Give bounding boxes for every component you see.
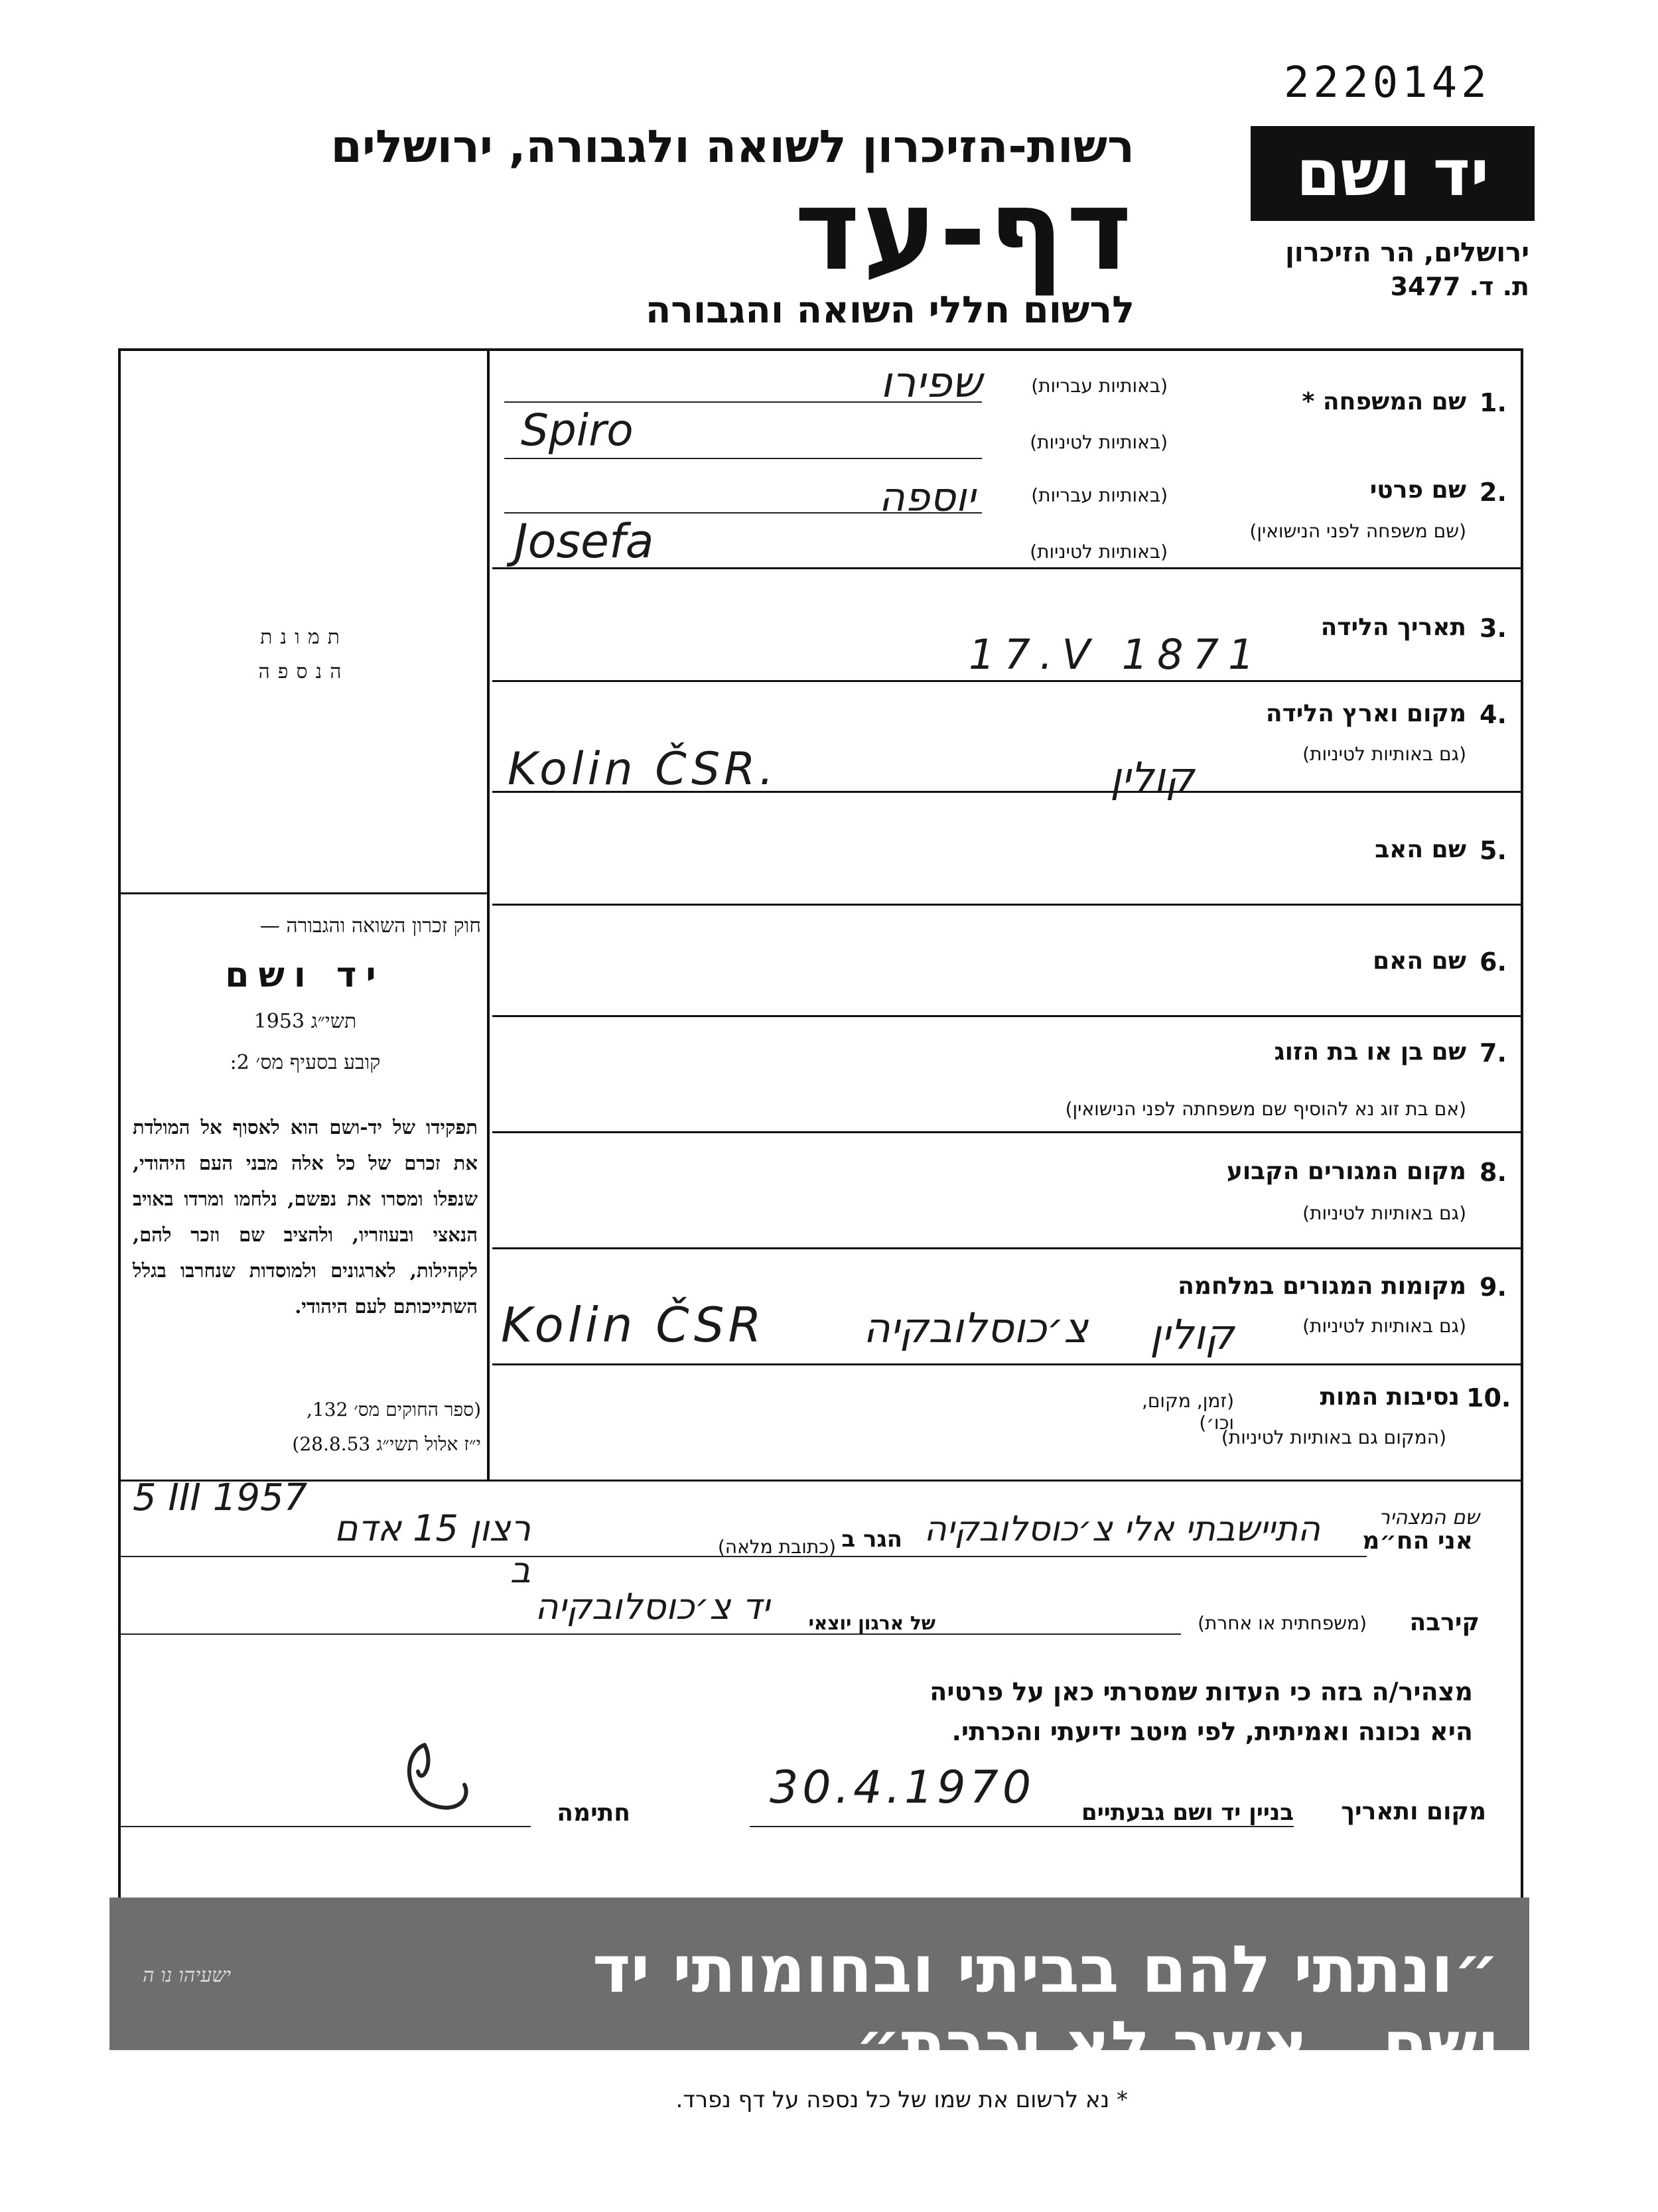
- law-clause: קובע בסעיף מס׳ 2:: [230, 1051, 381, 1074]
- law-source-date: י״ז אלול תשי״ג 28.8.53): [292, 1433, 481, 1455]
- signature-label: חתימה: [557, 1799, 630, 1827]
- field-2-hint-latin: (באותיות לטיניות): [1030, 541, 1168, 563]
- declarant-name-label: שם המצהיר: [1379, 1506, 1480, 1529]
- row-divider: [492, 1015, 1523, 1017]
- row-divider: [492, 1247, 1523, 1249]
- declaration-date-note: 5 III 1957: [133, 1476, 308, 1519]
- signature-mark: [385, 1725, 491, 1831]
- yad-vashem-logo: יד ושם: [1251, 126, 1535, 221]
- field-10-hint-2: (המקום גם באותיות לטיניות): [1221, 1426, 1446, 1448]
- field-4-number: 4.: [1480, 700, 1507, 729]
- field-2-number: 2.: [1480, 478, 1507, 507]
- statement-line-2: היא נכונה ואמיתית, לפי מיטב ידיעתי והכרתי.: [951, 1717, 1473, 1746]
- photo-label-2: הנספה: [258, 660, 350, 683]
- field-1-hint-hebrew: (באותיות עבריות): [1031, 375, 1168, 397]
- field-1-latin-value: Spiro: [521, 405, 634, 456]
- field-9-number: 9.: [1480, 1273, 1507, 1302]
- field-2-maiden-hint: (שם משפחה לפני הנישואין): [1249, 520, 1466, 542]
- declarant-name-value: רצון 15 אדם ב: [334, 1507, 531, 1591]
- field-1-number: 1.: [1480, 388, 1507, 417]
- law-heading: חוק זכרון השואה והגבורה —: [259, 914, 481, 937]
- field-8-label: מקום המגורים הקבוע: [1226, 1158, 1466, 1185]
- place-value: בניין יד ושם גבעתיים: [1081, 1799, 1294, 1826]
- field-4-latin-value: Kolin ČSR.: [508, 743, 778, 795]
- row-divider: [492, 1131, 1523, 1133]
- occupation-hint: (כתובת מלאה): [717, 1536, 836, 1558]
- field-4-label: מקום וארץ הלידה: [1265, 700, 1466, 727]
- row-divider: [492, 680, 1523, 682]
- relation-line: [119, 1633, 1181, 1635]
- statement-line-1: מצהיר/ה בזה כי העדות שמסרתי כאן על פרטיה: [930, 1677, 1473, 1706]
- form-title: דף-עד: [794, 165, 1135, 295]
- place-date-line: [750, 1826, 1294, 1827]
- field-7-hint: (אם בת זוג נא להוסיף שם משפחתה לפני הנישואין): [1065, 1098, 1466, 1120]
- field-1-hint-latin: (באותיות לטיניות): [1030, 431, 1168, 453]
- logo-address: ירושלים, הר הזיכרון: [1285, 238, 1529, 268]
- field-7-label: שם בן או בת הזוג: [1274, 1038, 1466, 1066]
- field-9-latin-value: Kolin ČSR: [501, 1297, 766, 1353]
- field-2-hebrew-value: יוספה: [878, 474, 975, 521]
- row-divider: [492, 904, 1523, 906]
- banner-quote: ״ונתתי להם בביתי ובחומותי יד ושם...אשר לא יכרת״: [592, 1932, 1499, 2083]
- field-9-hint: (גם באותיות לטיניות): [1302, 1315, 1466, 1337]
- field-4-hebrew-value: קולין: [1110, 753, 1194, 801]
- organization-name: רשות-הזיכרון לשואה ולגבורה, ירושלים: [330, 121, 1135, 173]
- address-value: התיישבתי אלי צ׳כוסלובקיה: [924, 1509, 1320, 1549]
- field-3-label: תאריך הלידה: [1320, 614, 1466, 641]
- photo-divider: [118, 892, 490, 894]
- field-2-latin-value: Josefa: [514, 514, 654, 569]
- law-body: תפקידו של יד-ושם הוא לאסוף אל המולדת את זכרם של כל אלה מבני העם היהודי, שנפלו ומסרו את נפשם, נלחמו ומרדו באויב הנאצי ובעוזריו, ולהציב שם וזכר להם, לקהילות, לארגונים ולמוסדות שנחרבו בגלל השתייכותם לעם היהודי.: [133, 1116, 478, 1318]
- field-2-label: שם פרטי: [1369, 476, 1466, 504]
- field-1-label: שם המשפחה *: [1302, 388, 1466, 415]
- relation-hint: (משפחתית או אחרת): [1198, 1612, 1367, 1634]
- photo-placeholder: [118, 620, 490, 689]
- field-5-number: 5.: [1480, 836, 1507, 865]
- field-10-label: נסיבות המות: [1320, 1383, 1460, 1411]
- field-9-label: מקומות המגורים במלחמה: [1178, 1273, 1466, 1300]
- relation-label: קירבה: [1409, 1609, 1480, 1636]
- field-2-hint-hebrew: (באותיות עבריות): [1031, 484, 1168, 506]
- field-6-label: שם האם: [1373, 947, 1466, 975]
- organization-text: של ארגון יוצאי: [808, 1612, 935, 1634]
- field-9-city-value: קולין: [1150, 1310, 1234, 1359]
- field-5-label: שם האב: [1375, 836, 1466, 863]
- field-6-number: 6.: [1480, 947, 1507, 977]
- footnote: * נא לרשום את שמו של כל נספה על דף נפרד.: [675, 2087, 1128, 2113]
- witness-label: אני הח״מ: [1362, 1527, 1473, 1555]
- date-value: 30.4.1970: [770, 1762, 1036, 1814]
- law-year: תשי״ג 1953: [253, 1010, 357, 1033]
- field-10-hint: (זמן, מקום, וכו׳): [1141, 1390, 1234, 1434]
- law-source: (ספר החוקים מס׳ 132,: [307, 1399, 481, 1420]
- photo-label-1: תמונת: [260, 626, 348, 649]
- relation-value: יד צ׳כוסלובקיה: [535, 1586, 770, 1627]
- field-7-number: 7.: [1480, 1038, 1507, 1068]
- field-1-latin-line: [504, 458, 982, 459]
- row-divider: [492, 1363, 1523, 1365]
- field-8-number: 8.: [1480, 1158, 1507, 1187]
- field-10-number: 10.: [1466, 1383, 1511, 1413]
- form-number: 2220142: [1284, 58, 1491, 107]
- field-3-value: 17.V 1871: [969, 630, 1264, 679]
- section-divider: [118, 1480, 1523, 1482]
- field-9-country-value: צ׳כוסלובקיה: [863, 1304, 1088, 1352]
- form-subtitle: לרשום חללי השואה והגבורה: [645, 289, 1135, 332]
- logo-po-box: ת. ד. 3477: [1390, 272, 1529, 301]
- place-date-label: מקום ותאריך: [1341, 1798, 1486, 1825]
- field-3-number: 3.: [1480, 614, 1507, 643]
- field-4-hint: (גם באותיות לטיניות): [1302, 743, 1466, 765]
- law-name: יד ושם: [225, 955, 385, 995]
- field-1-hebrew-value: שפירו: [880, 358, 982, 407]
- address-label: הגר ב: [841, 1526, 902, 1553]
- banner-reference: ישעיהו נו ה: [143, 1964, 232, 1987]
- field-8-hint: (גם באותיות לטיניות): [1302, 1202, 1466, 1224]
